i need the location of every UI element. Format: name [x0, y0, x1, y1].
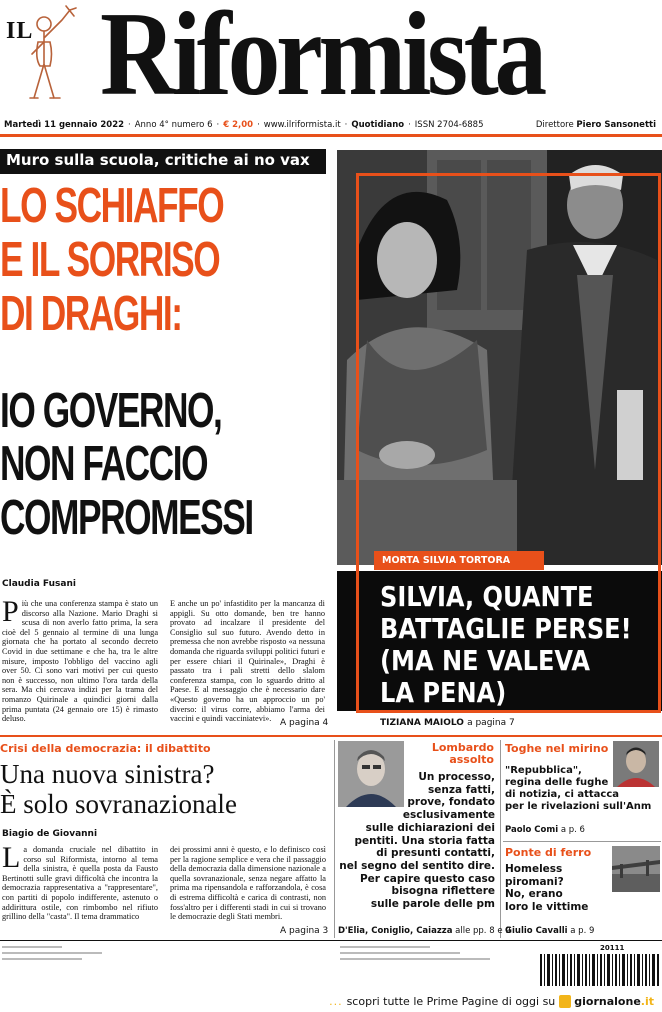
story2-body-col1 — [2, 841, 158, 922]
masthead-prefix: IL — [6, 18, 34, 44]
ponte-line: loro le vittime — [505, 900, 589, 913]
lead-page-ref[interactable]: A pagina 4 — [280, 718, 329, 728]
lombardo-line: pentiti. Una storia fatta — [354, 834, 495, 847]
toghe-credit[interactable] — [505, 825, 585, 835]
lead-body-col1 — [2, 595, 158, 724]
divider — [0, 940, 662, 941]
footer-brand[interactable] — [574, 995, 654, 1008]
lombardo-line: esclusivamente — [402, 809, 495, 822]
lombardo-line: bisogna riflettere — [391, 885, 495, 898]
separator: · — [408, 120, 411, 130]
lead-headline-line[interactable]: IO GOVERNO, — [0, 384, 222, 438]
photo-ponte — [612, 846, 660, 892]
photo-label: MORTA SILVIA TORTORA — [374, 551, 544, 570]
lombardo-credit[interactable] — [338, 926, 511, 936]
director-name: Piero Sansonetti — [576, 120, 656, 130]
toghe-line: di notizia, ci attacca — [505, 789, 620, 800]
issn: ISSN 2704-6885 — [414, 120, 484, 130]
lombardo-line: sulle dichiarazioni dei — [365, 821, 495, 834]
photo-headline-line[interactable]: SILVIA, QUANTE — [380, 580, 594, 613]
column-divider — [334, 740, 335, 938]
toghe-page: a p. 6 — [560, 825, 585, 835]
ponte-kicker[interactable]: Ponte di ferro — [505, 846, 592, 859]
lombardo-line: Per capire questo caso — [359, 872, 495, 885]
story2-headline-line[interactable]: Una nuova sinistra? — [0, 759, 215, 789]
toghe-summary[interactable] — [505, 765, 661, 813]
lead-headline-line[interactable]: DI DRAGHI: — [0, 287, 182, 341]
divider — [503, 841, 661, 842]
separator: · — [128, 120, 131, 130]
story2-kicker[interactable]: Crisi della democrazia: il dibattito — [0, 742, 211, 755]
ponte-credit[interactable] — [505, 926, 594, 936]
lombardo-line: Un processo, — [418, 771, 495, 783]
photo-story-page: a pagina 7 — [467, 718, 515, 728]
lombardo-authors: D'Elia, Coniglio, Caiazza — [338, 926, 453, 936]
photo-headline-line[interactable]: BATTAGLIE PERSE! — [380, 612, 632, 645]
lombardo-kicker-line: Lombardo — [431, 741, 494, 754]
photo-story-author: TIZIANA MAIOLO — [380, 718, 464, 728]
lead-kicker[interactable]: Muro sulla scuola, critiche ai no vax — [0, 149, 326, 174]
separator: · — [216, 120, 220, 130]
lead-headline-line[interactable]: NON FACCIO — [0, 437, 208, 491]
ponte-author: Giulio Cavalli — [505, 926, 568, 936]
story2-author: Biagio de Giovanni — [2, 829, 98, 839]
toghe-line: regina delle fughe — [505, 777, 609, 788]
masthead-title: Riformista — [100, 0, 543, 120]
photo-headline-line[interactable]: LA PENA) — [380, 676, 507, 709]
info-bar — [0, 115, 662, 135]
lead-body-col2: E anche un po' infastidito per la mancanza di appigli. Su otto domande, ben tre hanno provato ad incalzare il presidente del Consiglio sul suo futuro. Avendo detto in premessa che non avrebbe risposto «a nessuna domanda che riguarda sviluppi politici futuri e per essere chiari il Quirinale», Draghi è passato tra i pali stretti dello slalom conferenza stampa, con lo sguardo dritto al Paese. E al messaggio che è necessario dare «Questo governo ha un approccio un po' diverso: il virus corre, abbiamo l'arma dei vaccini e quindi vacciniatevi». — [170, 599, 325, 724]
photo-story-credit[interactable] — [380, 718, 515, 728]
issue-number: Anno 4° numero 6 — [134, 120, 213, 130]
toghe-line: "Repubblica", — [505, 765, 582, 776]
barcode-number: 20111 — [600, 944, 625, 952]
toghe-author: Paolo Comi — [505, 825, 559, 835]
ponte-line: Homeless — [505, 863, 563, 875]
dropcap: L — [2, 841, 21, 874]
lead-headline-line[interactable]: COMPROMESSI — [0, 491, 253, 545]
ponte-page: a p. 9 — [570, 926, 595, 936]
brand-tld: .it — [640, 994, 654, 1008]
lead-headline-line[interactable]: LO SCHIAFFO — [0, 179, 224, 233]
lombardo-line: prove, fondato — [407, 796, 495, 809]
column-divider — [500, 740, 501, 938]
editorial-fine-print — [340, 944, 510, 964]
separator: · — [257, 120, 260, 130]
footer-bar[interactable] — [0, 990, 662, 1012]
lombardo-summary[interactable] — [338, 771, 495, 911]
frequency: Quotidiano — [351, 120, 405, 130]
divider — [0, 134, 662, 137]
separator: · — [344, 120, 348, 130]
giornalone-logo-icon — [559, 995, 571, 1008]
lombardo-line: senza fatti, — [428, 783, 495, 796]
ponte-line: piromani? — [505, 875, 564, 888]
lead-body-text: iù che una conferenza stampa è stato un discorso alla Nazione. Mario Draghi si scusa di non averlo fatto prima, la sera cioè del 5 gennaio al termine di una lunga giornata che ha portato al secondo decreto Covid in due settimane e che ha, tra le altre misure, imposto l'obbligo del vaccino agli over 50. Ci sono vari motivi per cui questo non è successo, non ultimo l'ora tarda della sera. Ma chi cercava indizi per la trama del romanzo Quirinale a quindici giorni dalla prima puntata (24 gennaio ore 15) è rimasto deluso. — [2, 599, 158, 724]
lombardo-line: di presunti contatti, — [376, 847, 495, 860]
website-link[interactable]: www.ilriformista.it — [263, 120, 341, 130]
director-label: Direttore — [535, 120, 574, 130]
price: € 2,00 — [223, 120, 254, 130]
publisher-fine-print — [2, 944, 152, 964]
brand-main: giornalone — [574, 994, 641, 1008]
footer-dots: ... — [329, 994, 343, 1008]
story2-body-text: a domanda cruciale nel dibattito in corso sul Riformista, intorno al tema della sinistra, è quella posta da Fausto Bertinotti sulle gravi difficoltà che incontra la democrazia rappresentativa a "rappresentare", con partiti di popolo indifferente, astenuto o addirittura ostile, con rimbombo nel rifiuto grillino della "casta". Il tema drammatico — [2, 845, 158, 922]
story2-headline-line[interactable]: È solo sovranazionale — [0, 789, 237, 819]
ponte-line: No, erano — [505, 888, 563, 901]
lombardo-line: nel segno del sentito dire. — [339, 859, 495, 872]
ponte-summary[interactable] — [505, 863, 615, 913]
footer-text: scopri tutte le Prime Pagine di oggi su — [346, 994, 556, 1008]
story2-body-col2: dei prossimi anni è questo, e lo definisco così per la ragione semplice e vera che il passaggio della democrazia dalla dimensione nazionale a quella sovranazionale, senza negare affatto la prima ma ripensandola e rafforzandola, è cosa di estrema difficoltà e carica di contrasti, non foss'altro per i differenti stadi in cui si trovano le democrazie degli Stati membri. — [170, 845, 326, 922]
director — [532, 120, 656, 130]
lombardo-pages: alle pp. 8 e 9 — [455, 926, 511, 936]
story2-page-ref[interactable]: A pagina 3 — [280, 926, 329, 936]
lombardo-kicker[interactable] — [428, 742, 494, 766]
toghe-line: per le rivelazioni sull'Anm — [505, 801, 652, 812]
lead-author: Claudia Fusani — [2, 579, 76, 589]
dropcap: P — [2, 595, 19, 628]
lombardo-kicker-line: assolto — [449, 753, 494, 766]
lead-headline-line[interactable]: E IL SORRISO — [0, 233, 220, 287]
divider — [0, 735, 662, 737]
issue-date: Martedì 11 gennaio 2022 — [4, 120, 125, 130]
photo-headline-line[interactable]: (MA NE VALEVA — [380, 644, 591, 677]
lombardo-line: sulle parole delle pm — [370, 898, 495, 911]
toghe-kicker[interactable]: Toghe nel mirino — [505, 742, 609, 755]
